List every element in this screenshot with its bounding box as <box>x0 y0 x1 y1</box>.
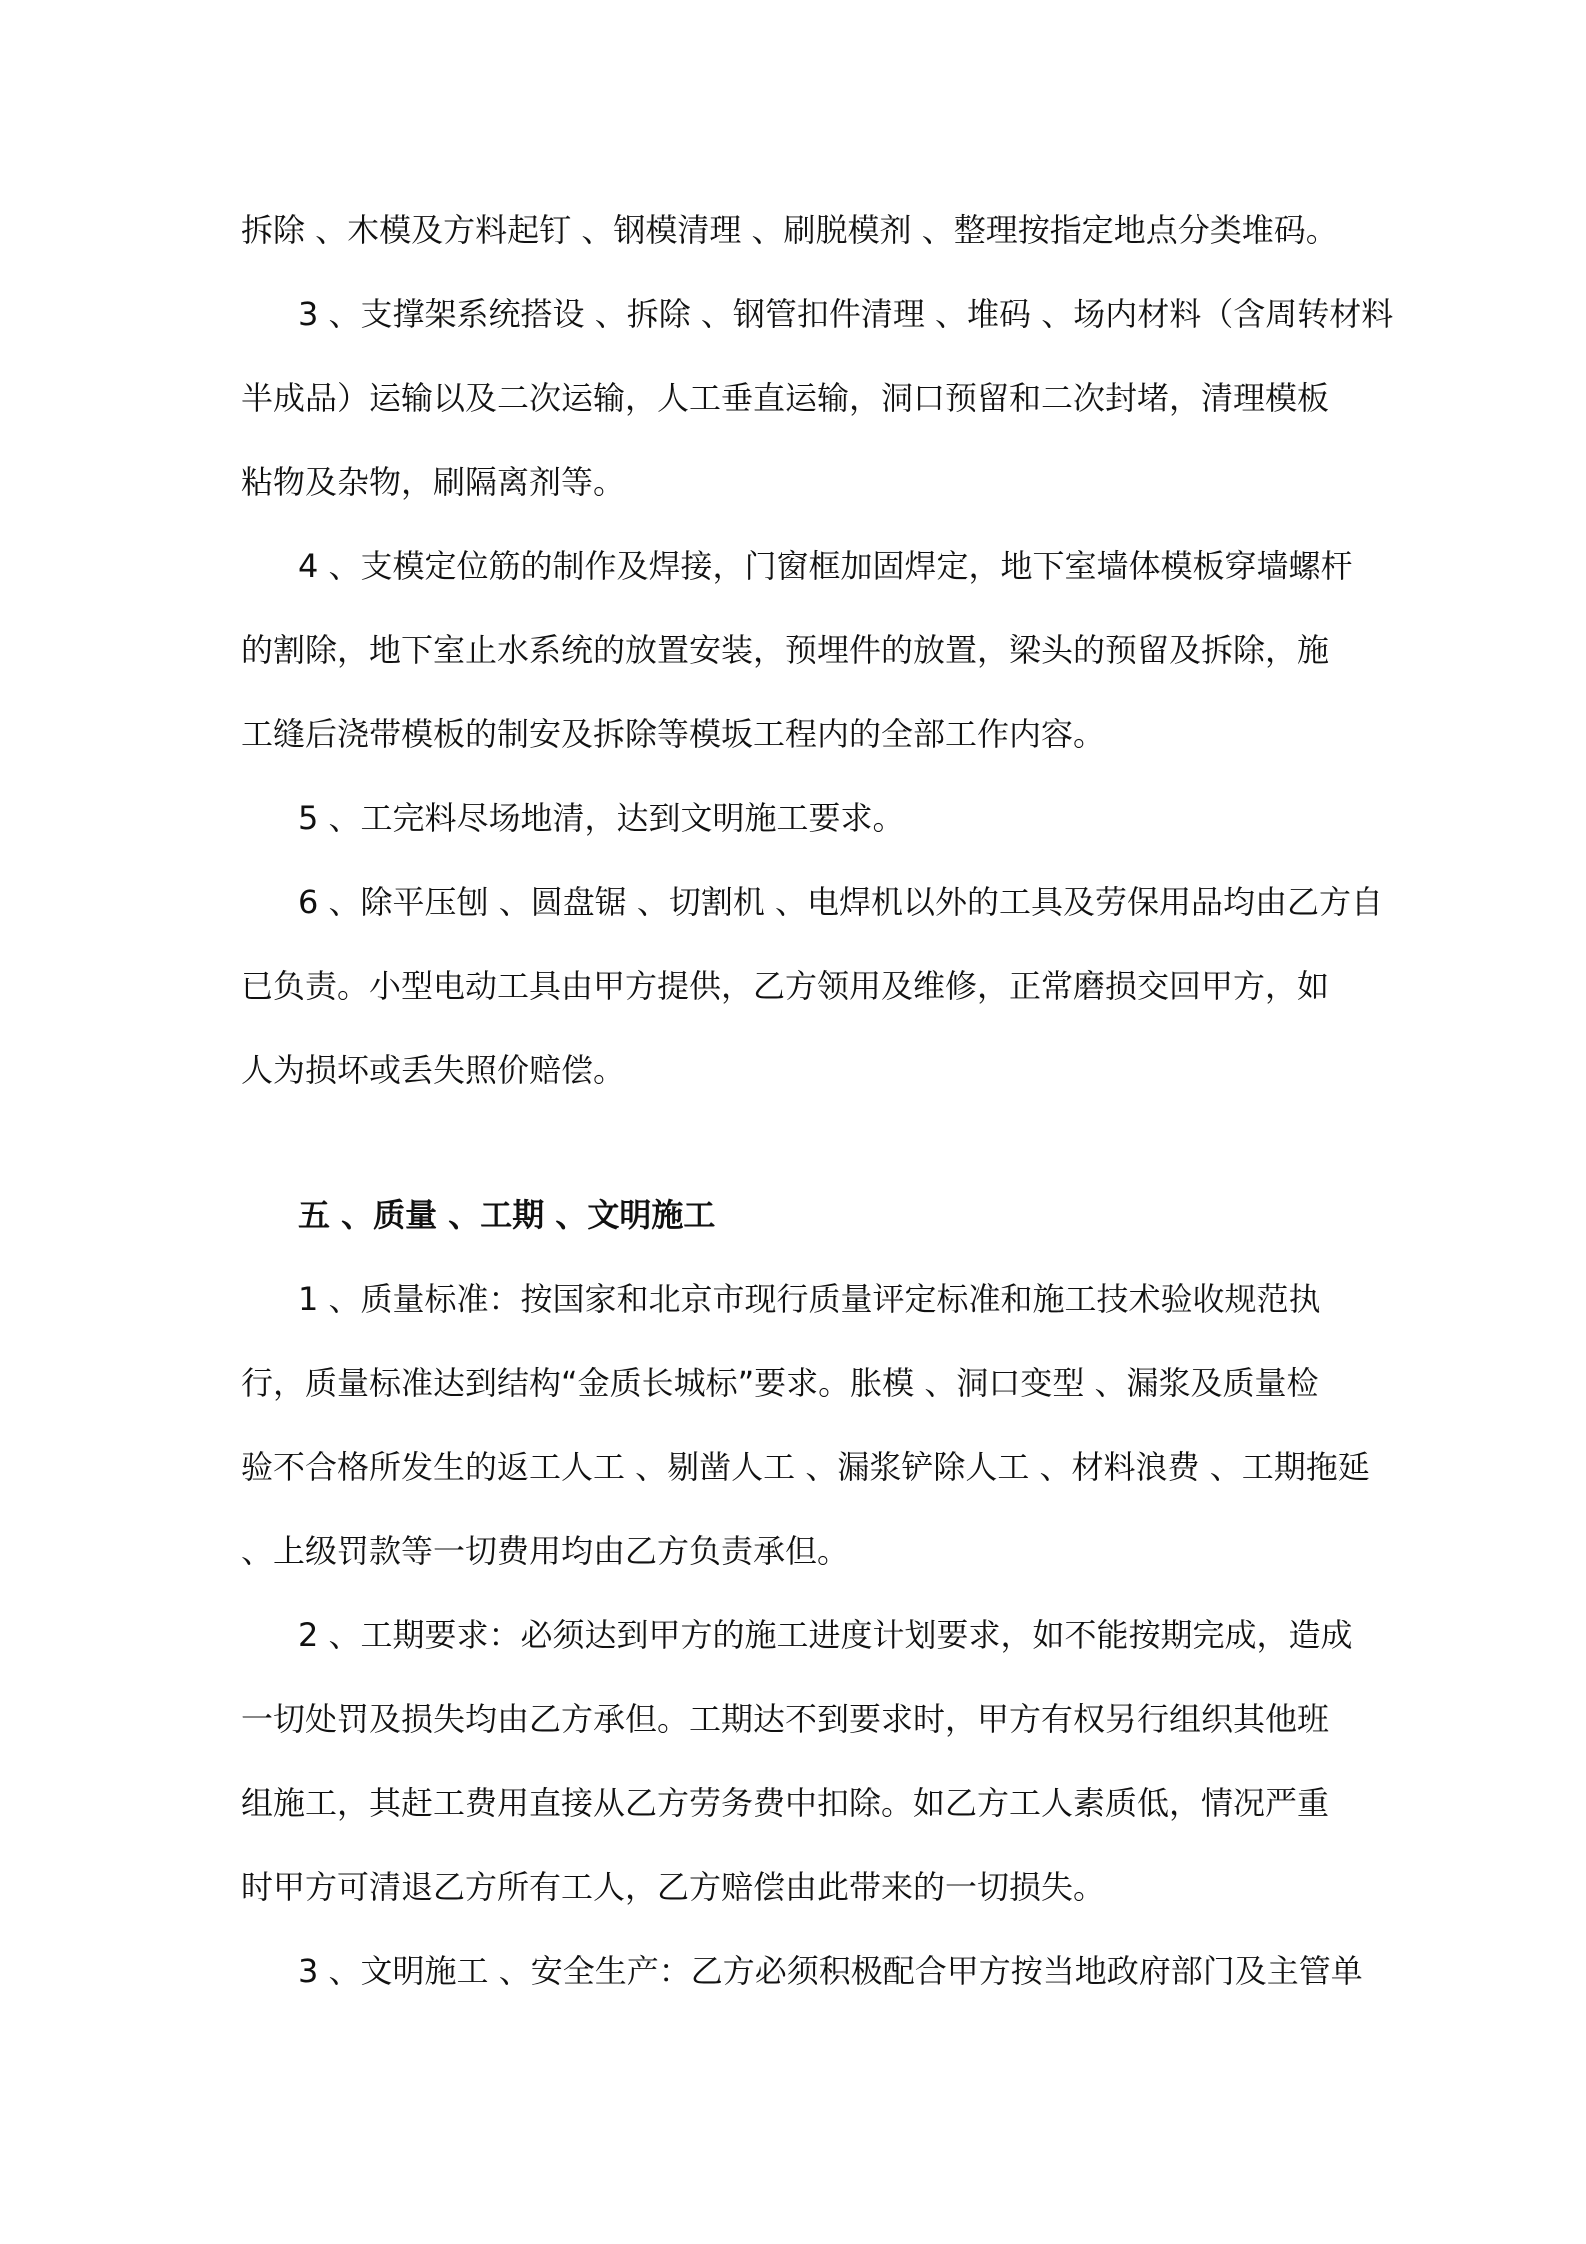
text-line: 人为损坏或丢失照价赔偿。 <box>241 1051 626 1089</box>
text-line: 已负责。小型电动工具由甲方提供，乙方领用及维修，正常磨损交回甲方，如 <box>241 967 1330 1005</box>
text-line: 行，质量标准达到结构“金质长城标”要求。胀模 、洞口变型 、漏浆及质量检 <box>241 1364 1319 1402</box>
text-line: 6 、除平压刨 、圆盘锯 、切割机 、电焊机以外的工具及劳保用品均由乙方自 <box>298 883 1384 921</box>
text-line: 半成品）运输以及二次运输，人工垂直运输，洞口预留和二次封堵，清理模板 <box>241 379 1330 417</box>
text-line: 一切处罚及损失均由乙方承但。工期达不到要求时，甲方有权另行组织其他班 <box>241 1700 1330 1738</box>
text-line: 粘物及杂物，刷隔离剂等。 <box>241 463 626 501</box>
text-line: 时甲方可清退乙方所有工人，乙方赔偿由此带来的一切损失。 <box>241 1868 1106 1906</box>
text-line: 验不合格所发生的返工人工 、剔凿人工 、漏浆铲除人工 、材料浪费 、工期拖延 <box>241 1448 1370 1486</box>
text-line: 4 、支模定位筋的制作及焊接，门窗框加固焊定，地下室墙体模板穿墙螺杆 <box>298 547 1353 585</box>
section-heading: 五 、质量 、工期 、文明施工 <box>298 1196 716 1234</box>
text-line: 的割除，地下室止水系统的放置安装，预埋件的放置，梁头的预留及拆除，施 <box>241 631 1330 669</box>
text-line: 1 、质量标准：按国家和北京市现行质量评定标准和施工技术验收规范执 <box>298 1280 1321 1318</box>
text-line: 3 、文明施工 、安全生产：乙方必须积极配合甲方按当地政府部门及主管单 <box>298 1952 1363 1990</box>
text-line: 工缝后浇带模板的制安及拆除等模坂工程内的全部工作内容。 <box>241 715 1106 753</box>
text-line: 2 、工期要求：必须达到甲方的施工进度计划要求，如不能按期完成，造成 <box>298 1616 1353 1654</box>
text-line: 3 、支撑架系统搭设 、拆除 、钢管扣件清理 、堆码 、场内材料（含周转材料 <box>298 295 1394 333</box>
text-line: 5 、工完料尽场地清，达到文明施工要求。 <box>298 799 905 837</box>
text-line: 组施工，其赶工费用直接从乙方劳务费中扣除。如乙方工人素质低，情况严重 <box>241 1784 1330 1822</box>
text-line: 、上级罚款等一切费用均由乙方负责承但。 <box>241 1532 850 1570</box>
text-line: 拆除 、木模及方料起钉 、钢模清理 、刷脱模剂 、整理按指定地点分类堆码。 <box>241 211 1338 249</box>
